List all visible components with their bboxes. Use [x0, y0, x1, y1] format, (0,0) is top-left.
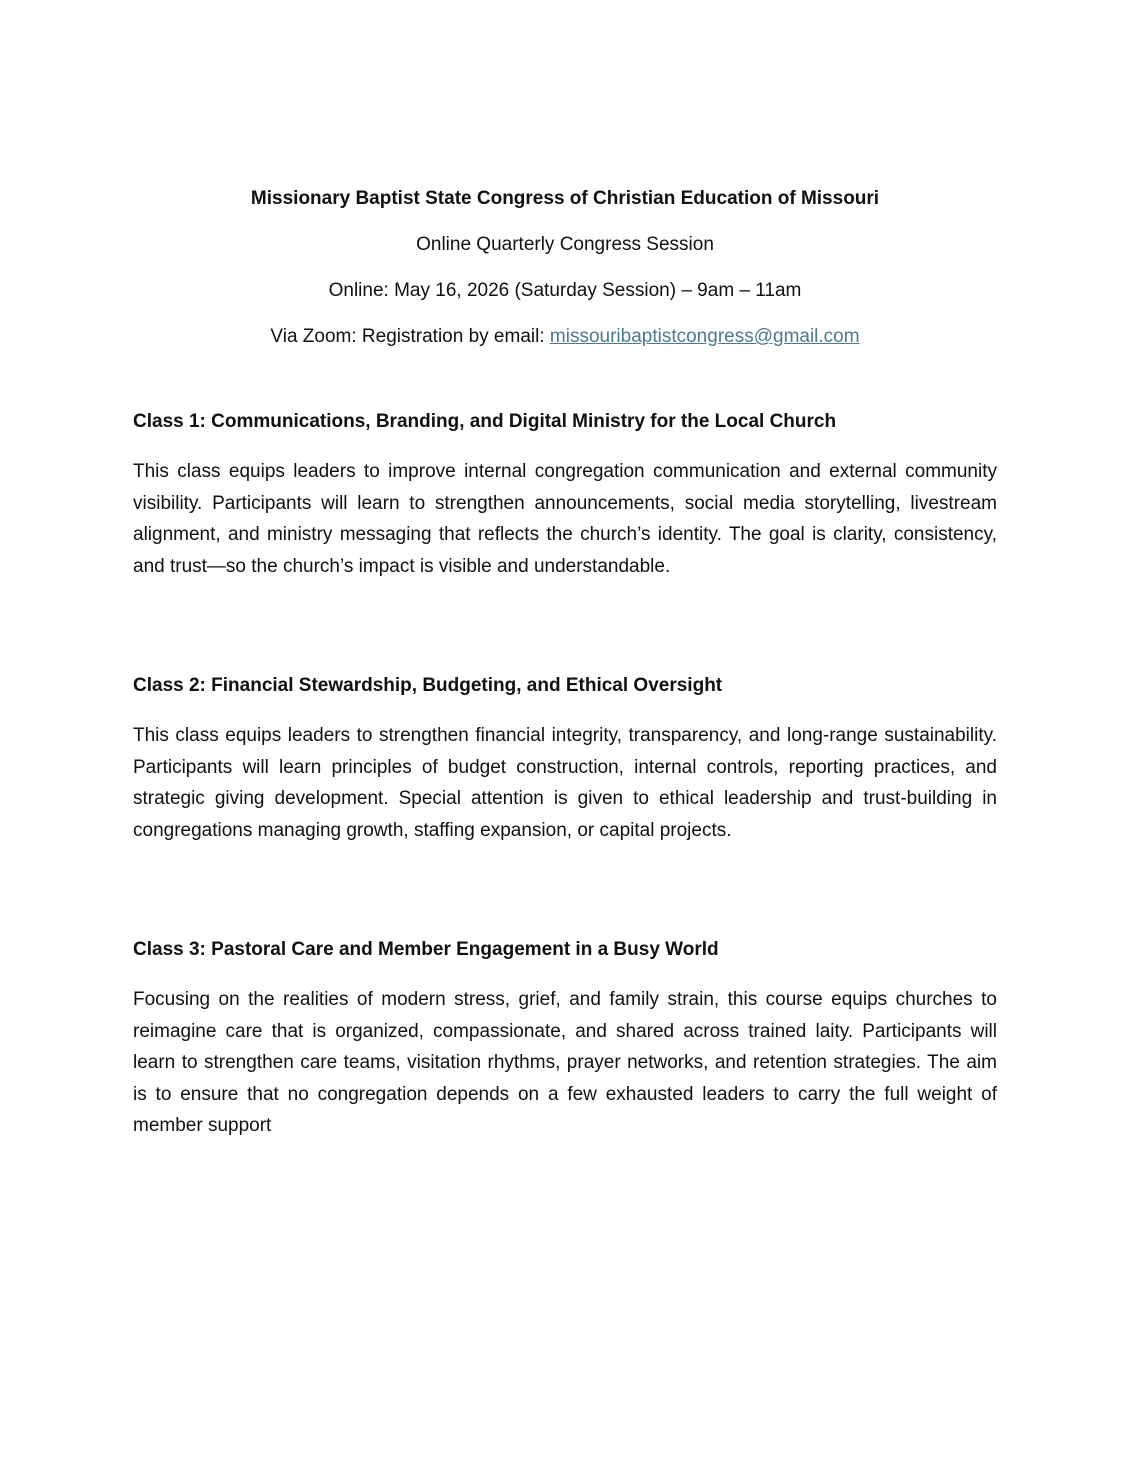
- class-1-heading: Class 1: Communications, Branding, and Digital Ministry for the Local Church: [133, 411, 837, 432]
- class-1-description: This class equips leaders to improve internal congregation communication and external community visibility. Participants will learn to strengthen announcements, social media storytelling, livestream alignment, and ministry messaging that reflects the church’s identity. The goal is clarity, consistency, and trust—so the church’s impact is visible and understandable.: [133, 461, 997, 577]
- page-title: Missionary Baptist State Congress of Christian Education of Missouri: [250, 188, 880, 209]
- class-2-section: [133, 674, 997, 846]
- session-subtitle: Online Quarterly Congress Session: [416, 234, 714, 255]
- class-3-heading: Class 3: Pastoral Care and Member Engagement in a Busy World: [133, 939, 719, 960]
- registration-line: [133, 314, 997, 360]
- class-2-description: This class equips leaders to strengthen financial integrity, transparency, and long-range sustainability. Participants will learn principles of budget construction, internal controls, reporting practices, and strategic giving development. Special attention is given to ethical leadership and trust-building in congregations managing growth, staffing expansion, or capital projects.: [133, 725, 997, 841]
- class-3-description: Focusing on the realities of modern stress, grief, and family strain, this course equips churches to reimagine care that is organized, compassionate, and shared across trained laity. Participants will learn to strengthen care teams, visitation rhythms, prayer networks, and retention strategies. The aim is to ensure that no congregation depends on a few exhausted leaders to carry the full weight of member support: [133, 989, 997, 1136]
- session-schedule: Online: May 16, 2026 (Saturday Session) – 9am – 11am: [328, 280, 802, 301]
- class-3-section: [133, 938, 997, 1142]
- registration-prefix: Via Zoom: Registration by email:: [270, 326, 550, 347]
- class-1-section: [133, 410, 997, 582]
- class-2-heading: Class 2: Financial Stewardship, Budgeting, and Ethical Oversight: [133, 675, 723, 696]
- document-header: [133, 176, 997, 360]
- registration-email-link[interactable]: missouribaptistcongress@gmail.com: [549, 326, 860, 347]
